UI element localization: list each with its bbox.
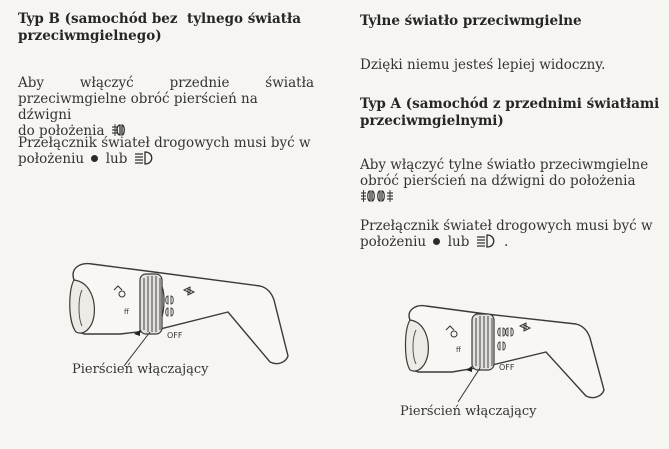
word: światła bbox=[265, 75, 314, 91]
type-a-para1-line1: Aby włączyć tylne światło przeciwmgielne bbox=[360, 157, 649, 173]
type-a-heading-line1: Typ A (samochód z przednimi światłami bbox=[360, 96, 660, 112]
type-a-para1-line3 bbox=[360, 189, 664, 207]
type-b-para1-line2: przeciwmgielne obróć pierścień na dźwigni bbox=[18, 91, 258, 123]
word: włączyć bbox=[79, 75, 134, 91]
type-b-para1 bbox=[18, 75, 314, 141]
low-beam-icon bbox=[476, 234, 498, 252]
type-a-para2-line1: Przełącznik świateł drogowych musi być w bbox=[360, 218, 653, 234]
rear-fog-intro: Dzięki niemu jesteś lepiej widoczny. bbox=[360, 57, 606, 73]
type-a-para1 bbox=[360, 157, 664, 207]
right-lever-illustration bbox=[396, 290, 626, 420]
type-b-heading-line2: przeciwmgielnego) bbox=[18, 28, 162, 44]
type-b-para1-line1 bbox=[18, 75, 314, 91]
type-a-heading bbox=[360, 96, 660, 130]
headlight-position-dot-icon bbox=[433, 238, 440, 245]
left-figure-caption: Pierścień włączający bbox=[72, 362, 209, 377]
rear-fog-light-icon bbox=[360, 189, 394, 207]
lever-label-off: OFF bbox=[167, 331, 183, 340]
type-a-heading-line2: przeciwmgielnymi) bbox=[360, 113, 504, 129]
type-b-para2-line2: położeniu lub bbox=[18, 151, 318, 169]
type-a-para2 bbox=[360, 218, 664, 252]
headlight-position-dot-icon bbox=[91, 155, 98, 162]
lever-drawing bbox=[396, 290, 626, 420]
type-a-para1-line2: obróć pierścień na dźwigni do położenia bbox=[360, 173, 636, 189]
type-b-para2 bbox=[18, 135, 318, 169]
rear-fog-title: Tylne światło przeciwmgielne bbox=[360, 13, 582, 29]
lever-label-ff: ff bbox=[124, 308, 129, 316]
right-figure-caption: Pierścień włączający bbox=[400, 404, 537, 419]
type-b-para2-line1: Przełącznik świateł drogowych musi być w bbox=[18, 135, 311, 151]
lever-label-ff: ff bbox=[456, 346, 461, 354]
lever-label-off: OFF bbox=[499, 363, 515, 372]
type-b-heading-line1: Typ B (samochód bez tylnego światła bbox=[18, 11, 301, 27]
type-b-heading bbox=[18, 11, 318, 45]
low-beam-icon bbox=[134, 151, 156, 169]
word: Aby bbox=[18, 75, 45, 91]
type-b-para1-line3: do położenia bbox=[18, 123, 314, 141]
word: przednie bbox=[169, 75, 230, 91]
type-a-para2-line2: położeniu lub . bbox=[360, 234, 509, 250]
